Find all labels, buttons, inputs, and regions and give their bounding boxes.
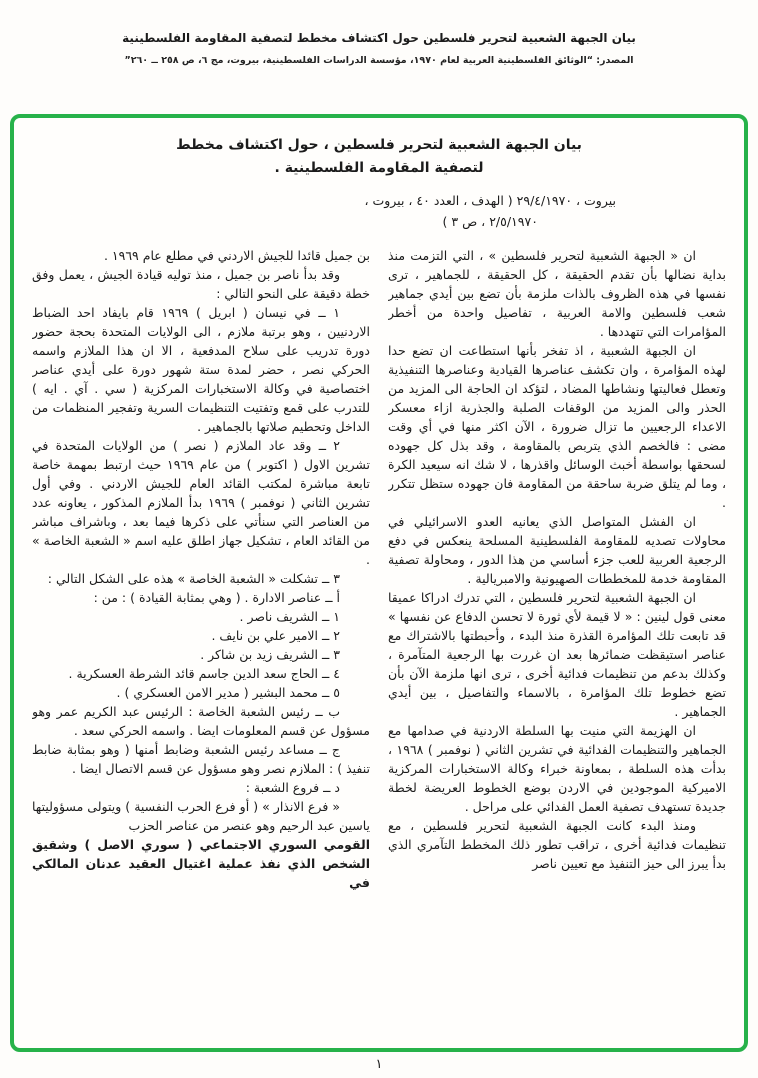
paragraph: ٥ ــ محمد البشير ( مدير الامن العسكري ) .: [116, 685, 340, 700]
paragraph: ١ ــ في نيسان ( ابريل ) ١٩٦٩ قام بايفاد احد الضباط الاردنيين ، وهو برتبة ملازم ، الى الولايات المتحدة بحجة حضور دورة تدريب على سلاح المدفعية ، الا ان هذا الملازم واسمه الحركي نصر ، حضر لمدة ستة شهور دورة على أيدي عناصر اختصاصية في وكالة الاستخبارات المركزية ( سي . آي . ايه ) للتدرب على قمع وتفتيت التنظيمات السرية وتفجير المنظمات من الداخل وتحطيم صلاتها بالجماهير .: [32, 305, 370, 434]
paragraph: ٣ ــ الشريف زيد بن شاكر .: [200, 647, 340, 662]
column-right: [388, 246, 726, 1036]
header-title: بيان الجبهة الشعبية لتحرير فلسطين حول اكتشاف مخطط لتصفية المقاومة الفلسطينية: [122, 31, 636, 45]
paragraph: ان « الجبهة الشعبية لتحرير فلسطين » ، التي التزمت منذ بداية نضالها بأن تقدم الحقيقة ، كل الحقيقة ، للجماهير ، ترى نفسها في هذه الظروف بالذات ملزمة بأن تضع بين أيدي جماهير شعب فلسطين والامة العربية ، تفاصيل واحدة من أخطر المؤامرات التي تتهددها .: [388, 248, 726, 339]
document-title: [32, 134, 726, 180]
paragraph: ان الفشل المتواصل الذي يعانيه العدو الاسرائيلي في محاولات تصديه للمقاومة الفلسطينية المسلحة ينعكس في دفع الرجعية العربية للعب جزء أساسي من هذا الدور ، ومحاولة تصفية المقاومة خدمة للمخططات الصهيونية والامبريالية .: [388, 514, 726, 586]
document-title-line-1: بيان الجبهة الشعبية لتحرير فلسطين ، حول اكتشاف مخطط: [176, 137, 582, 153]
paragraph: بن جميل قائدا للجيش الاردني في مطلع عام ١٩٦٩ .: [103, 248, 370, 263]
page-header: [0, 0, 758, 67]
paragraph: ٢ ــ وقد عاد الملازم ( نصر ) من الولايات المتحدة في تشرين الاول ( اكتوبر ) من عام ١٩٦٩ حيث ارتبط بمهمة خاصة تابعة مباشرة لمكتب القائد العام للجيش الاردني . وفي أول تشرين الثاني ( نوفمبر ) ١٩٦٩ بدأ الملازم المذكور ، يعاونه عدد من العناصر التي سنأتي على ذكرها فيما بعد ، وباشراف مباشر من القائد العام ، تشكيل جهاز اطلق عليه اسم « الشعبة الخاصة » .: [32, 438, 370, 567]
paragraph: ان الجبهة الشعبية لتحرير فلسطين ، التي تدرك ادراكا عميقا معنى قول لينين : « لا قيمة لأي ثورة لا تحسن الدفاع عن نفسها » قد تابعت تلك المؤامرة القذرة منذ البدء ، وأحبطتها بالاشتراك مع عناصر استيقظت ضمائرها بعد ان غررت بها الرجعية المتآمرة ، وكذلك بدعم من تنظيمات فدائية أخرى ، ترى انها ملزمة الآن بأن تضع خطوط تلك المؤامرة ، بالاسماء والتفاصيل ، بين أيدي الجماهير .: [388, 590, 726, 719]
paragraph: ٢ ــ الامير علي بن نايف .: [211, 628, 340, 643]
paragraph: القومي السوري الاجتماعي ( سوري الاصل ) وشقيق الشخص الذي نفذ عملية اغتيال العقيد عدنان المالكي في: [32, 837, 370, 890]
paragraph: ان الهزيمة التي منيت بها السلطة الاردنية في صدامها مع الجماهير والتنظيمات الفدائية في تشرين الثاني ( نوفمبر ) ١٩٦٨ ، بدأت هذه السلطة ، بمعاونة خبراء وكالة الاستخبارات المركزية الاميركية الموجودين في الاردن بوضع الخطوط العريضة لخطة جديدة تستهدف تصفية العمل الفدائي على مراحل .: [388, 723, 726, 814]
page-number: ١: [375, 1057, 383, 1072]
paragraph: أ ــ عناصر الادارة . ( وهي بمثابة القيادة ) : من :: [93, 590, 340, 605]
paragraph: ٤ ــ الحاج سعد الدين جاسم قائد الشرطة العسكرية .: [68, 666, 340, 681]
header-source: المصدر: “الوثائق الفلسطينية العربية لعام ١٩٧٠، مؤسسة الدراسات الفلسطينية، بيروت، مج ٦، ص ٢٥٨ ــ ٢٦٠”: [124, 55, 634, 66]
paragraph: ومنذ البدء كانت الجبهة الشعبية لتحرير فلسطين ، مع تنظيمات فدائية أخرى ، تراقب تطور ذلك المخطط التآمري الذي بدأ يبرز الى حيز التنفيذ مع تعيين ناصر: [388, 818, 726, 871]
paragraph: وقد بدأ ناصر بن جميل ، منذ توليه قيادة الجيش ، يعمل وفق خطة دقيقة على النحو التالي :: [32, 267, 370, 301]
dateline-line-1: بيروت ، ٢٩/٤/١٩٧٠ ( الهدف ، العدد ٤٠ ، بيروت ،: [364, 193, 616, 208]
paragraph: ج ــ مساعد رئيس الشعبة وضابط أمنها ( وهو بمثابة ضابط تنفيذ ) : الملازم نصر وهو مسؤول عن قسم الاتصال ايضا .: [32, 742, 370, 776]
body-columns: [32, 246, 726, 1036]
paragraph: ان الجبهة الشعبية ، اذ تفخر بأنها استطاعت ان تضع حدا لهذه المؤامرة ، وان تكشف عناصرها القيادية وعناصرها التنفيذية وتعطل فعاليتها ونشاطها المضاد ، لتؤكد ان الحاجة الى المزيد من الحذر والى المزيد من الوقفات الصلبة والجذرية ازاء معسكر الاعداء الرجعيين ما تزال ضرورة ، الآن اكثر منها في أي وقت مضى : فالخصم الذي يتربص بالمقاومة ، وقد بذل كل جهوده لسحقها بواسطة أخبث الوسائل واقذرها ، لا شك انه سيعيد الكرة ، وما لم يتلق ضربة ساحقة من المقاومة فان جهوده ستظل تتكرر .: [388, 343, 726, 510]
paragraph: ١ ــ الشريف ناصر .: [239, 609, 340, 624]
paragraph: ب ــ رئيس الشعبة الخاصة : الرئيس عبد الكريم عمر وهو مسؤول عن قسم المعلومات ايضا . واسمه الحركي سعد .: [32, 704, 370, 738]
dateline: [364, 190, 616, 232]
dateline-line-2: ٢/٥/١٩٧٠ ، ص ٣ ): [442, 214, 538, 229]
paragraph: د ــ فروع الشعبة :: [245, 780, 340, 795]
document-frame: [10, 114, 748, 1052]
document-title-line-2: لتصفية المقاومة الفلسطينية .: [274, 160, 484, 176]
paragraph: ٣ ــ تشكلت « الشعبة الخاصة » هذه على الشكل التالي :: [47, 571, 340, 586]
paragraph: « فرع الانذار » ( أو فرع الحرب النفسية ) ويتولى مسؤوليتها ياسين عبد الرحيم وهو عنصر من عناصر الحزب: [32, 799, 370, 833]
column-left: [32, 246, 370, 1036]
